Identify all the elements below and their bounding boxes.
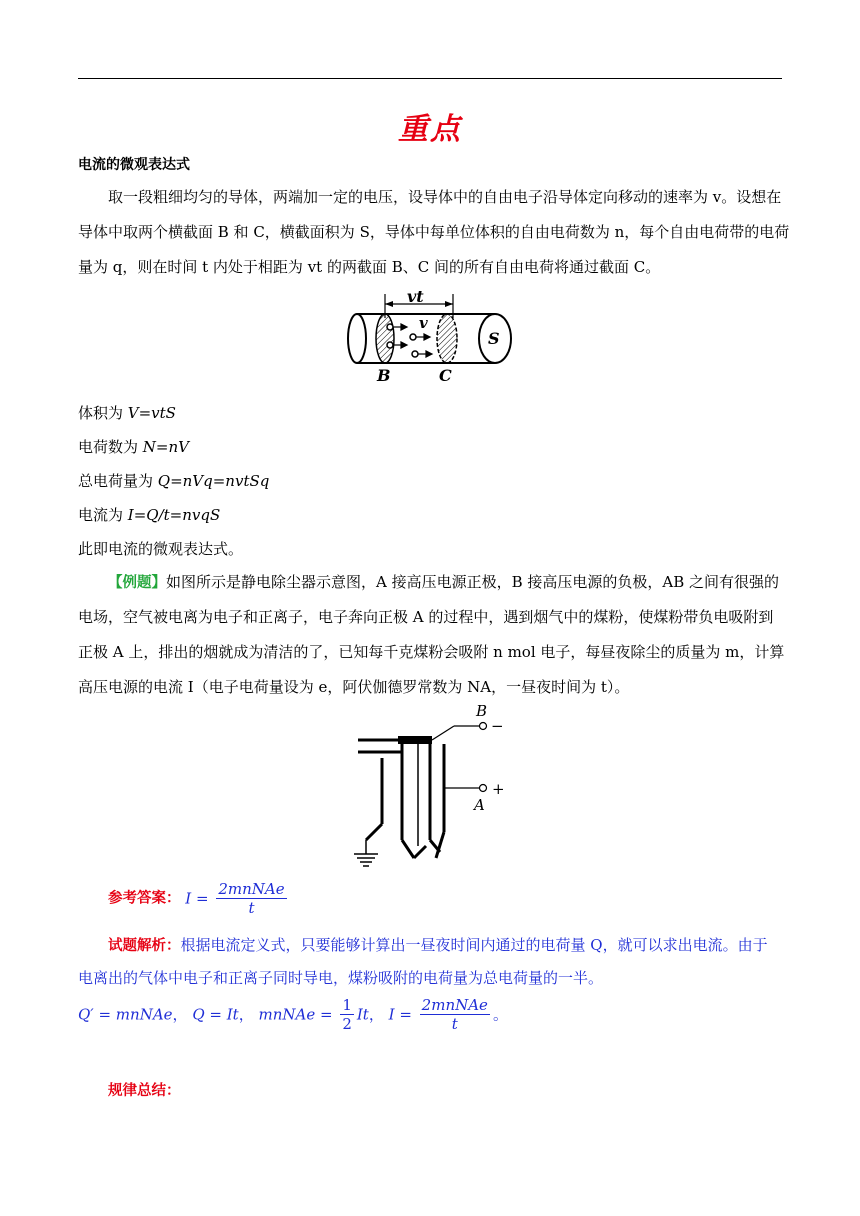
analysis-line-1: 试题解析：根据电流定义式，只要能够计算出一昼夜时间内通过的电荷量 Q，就可以求出电流。由于 bbox=[108, 936, 768, 954]
answer-line: 参考答案： I = $\frac{\text{2mnNAe}}{t}$ bbox=[108, 880, 285, 917]
ground-icon bbox=[354, 840, 378, 866]
page-title: 重点 bbox=[398, 112, 462, 147]
analysis-equations: Q′ = mnNAe， Q = It， mnNAe = $\frac{1}{2}$ It， I = $\frac{\text{2mnNAe}}{t}$ 。 bbox=[78, 996, 508, 1033]
conductor-diagram bbox=[343, 288, 523, 384]
label-B: B bbox=[377, 366, 391, 384]
cross-section-c bbox=[437, 314, 457, 363]
label-B2: B bbox=[476, 702, 488, 720]
paragraph-line-3: 量为 q，则在时间 t 内处于相距为 vt 的两截面 B、C 间的所有自由电荷将通过截面 C。 bbox=[78, 258, 661, 276]
paragraph-line-1: 取一段粗细均匀的导体，两端加一定的电压，设导体中的自由电子沿导体定向移动的速率为 v。设想在 bbox=[108, 188, 782, 206]
formula-current: 电流为 I=Q/t=nvqS bbox=[78, 506, 221, 524]
conclusion-text: 此即电流的微观表达式。 bbox=[78, 540, 244, 558]
cross-section-b bbox=[376, 314, 394, 363]
example-tag: 【例题】 bbox=[108, 575, 166, 591]
answer-label: 参考答案： bbox=[108, 890, 181, 907]
formula-volume: 体积为 V=vtS bbox=[78, 404, 176, 422]
label-vt: vt bbox=[407, 288, 424, 306]
label-v: v bbox=[419, 314, 428, 332]
example-line-3: 正极 A 上，排出的烟就成为清洁的了，已知每千克煤粉会吸附 n mol 电子，每昼夜除尘的质量为 m，计算 bbox=[78, 643, 785, 661]
header-rule bbox=[78, 78, 782, 79]
summary-label: 规律总结： bbox=[108, 1083, 181, 1099]
answer-fraction: $\frac{\text{2mnNAe}}{t}$ bbox=[218, 880, 285, 917]
minus-sign: − bbox=[491, 717, 504, 735]
formula-charge: 总电荷量为 Q=nVq=nvtSq bbox=[78, 472, 270, 490]
analysis-line-2: 电离出的气体中电子和正离子同时导电，煤粉吸附的电荷量为总电荷量的一半。 bbox=[78, 969, 604, 987]
formula-count: 电荷数为 N=nV bbox=[78, 438, 189, 456]
section-heading: 电流的微观表达式 bbox=[78, 157, 190, 173]
example-line-1: 【例题】如图所示是静电除尘器示意图，A 接高压电源正极，B 接高压电源的负极，AB 之间有很强的 bbox=[108, 573, 780, 591]
label-C: C bbox=[439, 366, 452, 384]
example-line-4: 高压电源的电流 I（电子电荷量设为 e，阿伏伽德罗常数为 NA，一昼夜时间为 t）。 bbox=[78, 678, 630, 696]
paragraph-line-2: 导体中取两个横截面 B 和 C，横截面积为 S，导体中每单位体积的自由电荷数为 n，每个自由电荷带的电荷 bbox=[78, 223, 790, 241]
label-S: S bbox=[488, 329, 500, 348]
label-A2: A bbox=[474, 796, 485, 814]
analysis-label: 试题解析： bbox=[108, 938, 181, 954]
example-line-2: 电场，空气被电离为电子和正离子，电子奔向正极 A 的过程中，遇到烟气中的煤粉，使煤粉带负电吸附到 bbox=[78, 608, 774, 626]
plus-sign: + bbox=[492, 780, 505, 798]
precipitator-diagram bbox=[348, 700, 518, 876]
